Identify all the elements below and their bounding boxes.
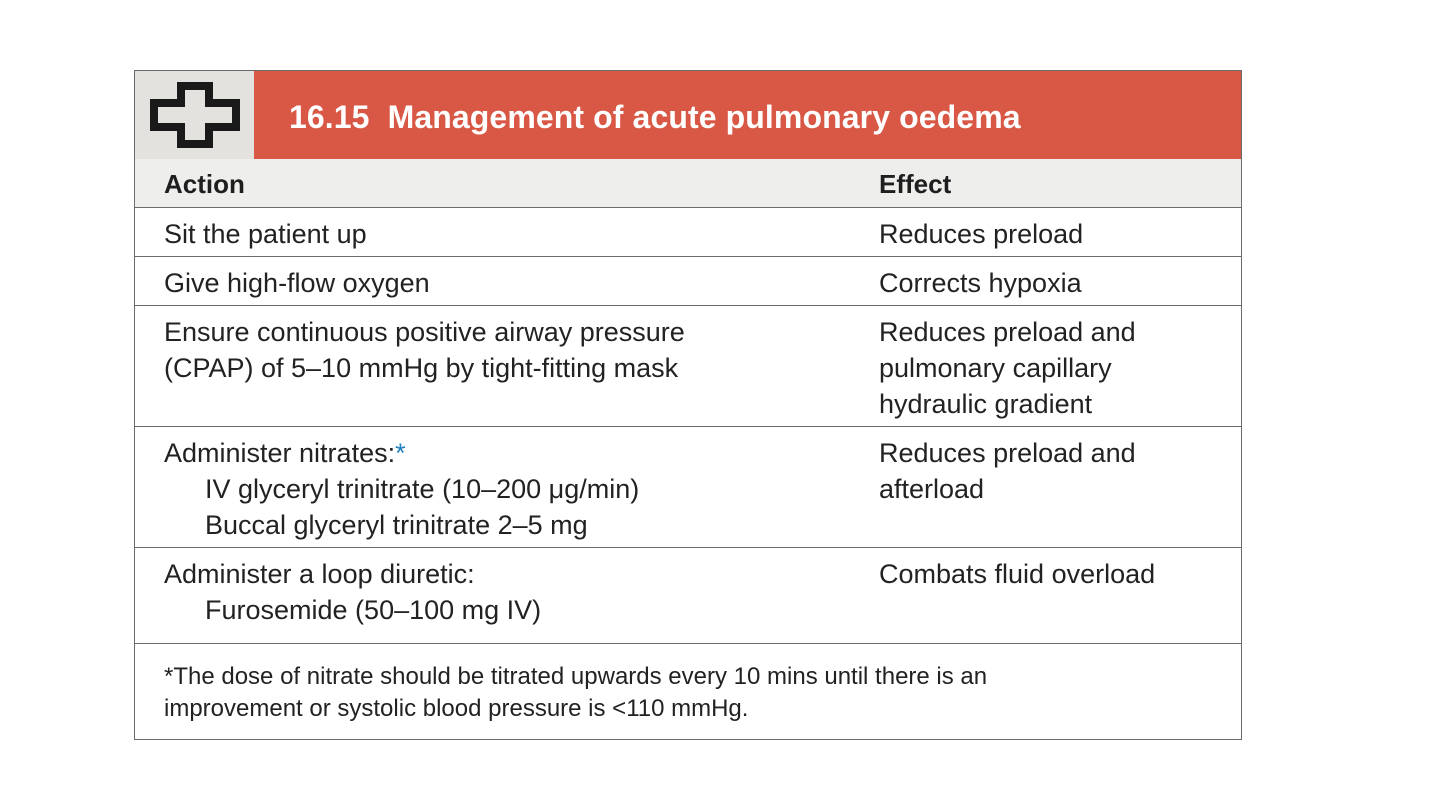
action-subitem: IV glyceryl trinitrate (10–200 μg/min) xyxy=(205,474,640,504)
action-cell xyxy=(164,435,639,543)
footnote-line: *The dose of nitrate should be titrated upwards every 10 mins until there is an xyxy=(164,663,988,690)
table-row xyxy=(135,306,1241,427)
action-text: Ensure continuous positive airway pressure xyxy=(164,317,685,347)
table-row xyxy=(135,427,1241,548)
box-header xyxy=(135,71,1241,160)
effect-text: afterload xyxy=(879,474,985,504)
effect-text: hydraulic gradient xyxy=(879,389,1093,419)
effect-text: pulmonary capillary xyxy=(879,353,1112,383)
box-number: 16.15 xyxy=(289,99,370,135)
effect-text: Reduces preload xyxy=(879,219,1084,249)
table-row xyxy=(135,208,1241,257)
medical-cross-icon xyxy=(149,81,241,149)
column-header-row xyxy=(135,159,1241,208)
footnote xyxy=(164,661,987,725)
footnote-marker: * xyxy=(395,438,406,468)
icon-cell xyxy=(135,71,254,159)
effect-text: Reduces preload and xyxy=(879,317,1136,347)
action-text: Give high-flow oxygen xyxy=(164,268,430,298)
action-subitem: Buccal glyceryl trinitrate 2–5 mg xyxy=(205,510,588,540)
column-header-action: Action xyxy=(164,169,245,199)
effect-cell xyxy=(879,216,1083,252)
column-header-effect: Effect xyxy=(879,169,952,199)
box-title xyxy=(289,99,1021,136)
footnote-line: improvement or systolic blood pressure is <110 mmHg. xyxy=(164,695,749,722)
effect-cell xyxy=(879,435,1136,507)
effect-text: Corrects hypoxia xyxy=(879,268,1082,298)
action-cell xyxy=(164,556,541,628)
table-row xyxy=(135,548,1241,644)
box-title-text: Management of acute pulmonary oedema xyxy=(387,99,1021,135)
effect-cell xyxy=(879,314,1136,422)
action-text: Sit the patient up xyxy=(164,219,367,249)
action-subitem: Furosemide (50–100 mg IV) xyxy=(205,595,542,625)
management-box xyxy=(134,70,1242,740)
action-text xyxy=(164,435,639,471)
table-row xyxy=(135,257,1241,306)
effect-text: Reduces preload and xyxy=(879,438,1136,468)
action-main-text: Administer nitrates: xyxy=(164,438,396,468)
action-cell xyxy=(164,265,430,301)
action-cell xyxy=(164,314,685,386)
effect-cell xyxy=(879,556,1155,592)
effect-text: Combats fluid overload xyxy=(879,559,1156,589)
action-text: Administer a loop diuretic: xyxy=(164,559,475,589)
effect-cell xyxy=(879,265,1082,301)
action-cell xyxy=(164,216,367,252)
action-text: (CPAP) of 5–10 mmHg by tight-fitting mask xyxy=(164,353,679,383)
